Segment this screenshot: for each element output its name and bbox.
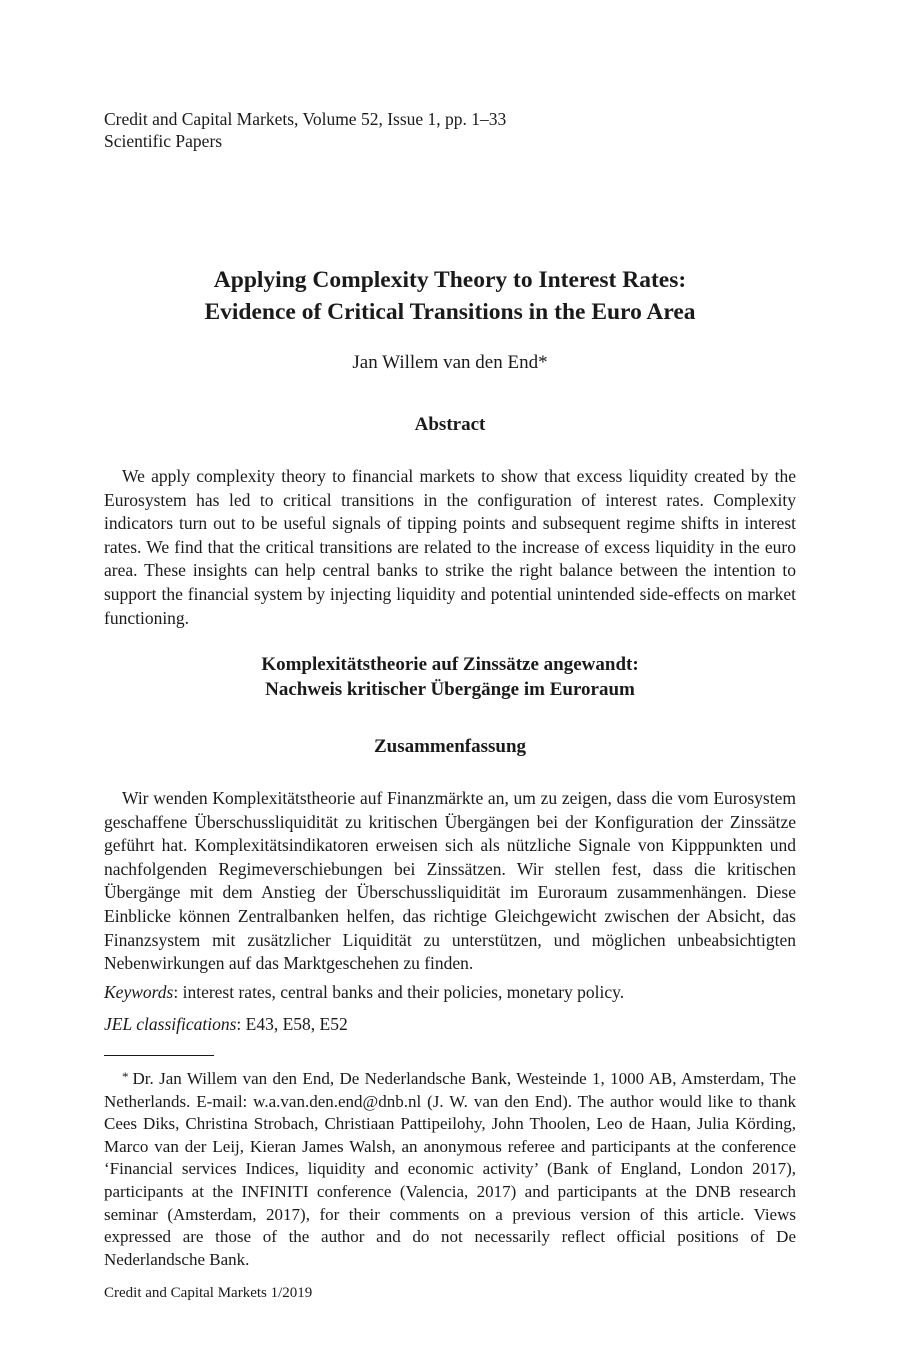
jel-value: : E43, E58, E52 (236, 1014, 348, 1034)
jel-line (104, 1013, 796, 1036)
paper-page (104, 0, 796, 1366)
german-title-line-1: Komplexitätstheorie auf Zinssätze angewandt: (261, 654, 639, 675)
journal-header (104, 108, 506, 152)
footnote-mark: * (122, 1069, 129, 1084)
german-title (104, 652, 796, 702)
author-name: Jan Willem van den End* (352, 352, 548, 373)
footnote-divider (104, 1055, 214, 1056)
footnote-text: Dr. Jan Willem van den End, De Nederlandsche Bank, Westeinde 1, 1000 AB, Amsterdam, The Netherlands. E-mail: w.a.van.den.end@dnb.nl (J. W. van den End). The author would like to thank Cees Diks, Christina Strobach, Christiaan Pattipeilohy, John Thoolen, Leo de Haan, Julia Körding, Marco van der Leij, Kieran James Walsh, an anonymous referee and participants at the conference ‘Financial services Indices, liquidity and economic activity’ (Bank of England, London 2017), participants at the INFINITI conference (Valencia, 2017) and participants at the DNB research seminar (Amsterdam, 2017), for their comments on a previous version of this article. Views expressed are those of the author and do not necessarily reflect official positions of De Nederlandsche Bank. (104, 1069, 796, 1269)
journal-citation: Credit and Capital Markets, Volume 52, Issue 1, pp. 1–33 (104, 109, 507, 129)
keywords-line (104, 981, 796, 1004)
german-title-line-2: Nachweis kritischer Übergänge im Euroraum (265, 679, 635, 700)
author-footnote (104, 1066, 796, 1271)
keywords-label: Keywords (104, 982, 174, 1002)
section-label: Scientific Papers (104, 131, 223, 151)
abstract-heading: Abstract (414, 414, 486, 435)
zusammenfassung-text: Wir wenden Komplexitätstheorie auf Finanzmärkte an, um zu zeigen, dass die vom Eurosystem geschaffene Überschussliquidität zu kritischen Übergängen bei der Konfiguration der Zinssätze geführt hat. Komplexitätsindikatoren erweisen sich als nützliche Signale von Kipppunkten und nachfolgenden Regimeverschiebungen bei Zinssätzen. Wir stellen fest, dass die kritischen Übergänge mit dem Anstieg der Überschussliquidität im Euroraum zusammenhängen. Diese Einblicke können Zentralbanken helfen, das richtige Gleichgewicht zwischen der Absicht, das Finanzsystem mit zusätzlicher Liquidität zu unterstützen, und möglichen unbeabsichtigten Nebenwirkungen auf das Marktgeschehen zu finden. (104, 788, 796, 974)
abstract-text: We apply complexity theory to financial markets to show that excess liquidity created by the Eurosystem has led to critical transitions in the configuration of interest rates. Complexity indicators turn out to be useful signals of tipping points and subsequent regime shifts in interest rates. We find that the critical transitions are related to the increase of excess liquidity in the euro area. These insights can help central banks to strike the right balance between the intention to support the financial system by injecting liquidity and potential unintended side-effects on market functioning. (104, 466, 796, 628)
paper-title-line-1: Applying Complexity Theory to Interest Rates: (213, 267, 687, 293)
keywords-value: : interest rates, central banks and their policies, monetary policy. (173, 982, 625, 1002)
jel-label: JEL classifications (104, 1014, 237, 1034)
paper-title-line-2: Evidence of Critical Transitions in the Euro Area (204, 299, 696, 325)
page-footer: Credit and Capital Markets 1/2019 (104, 1285, 313, 1301)
zusammenfassung-heading: Zusammenfassung (373, 736, 527, 757)
paper-title (104, 264, 796, 328)
